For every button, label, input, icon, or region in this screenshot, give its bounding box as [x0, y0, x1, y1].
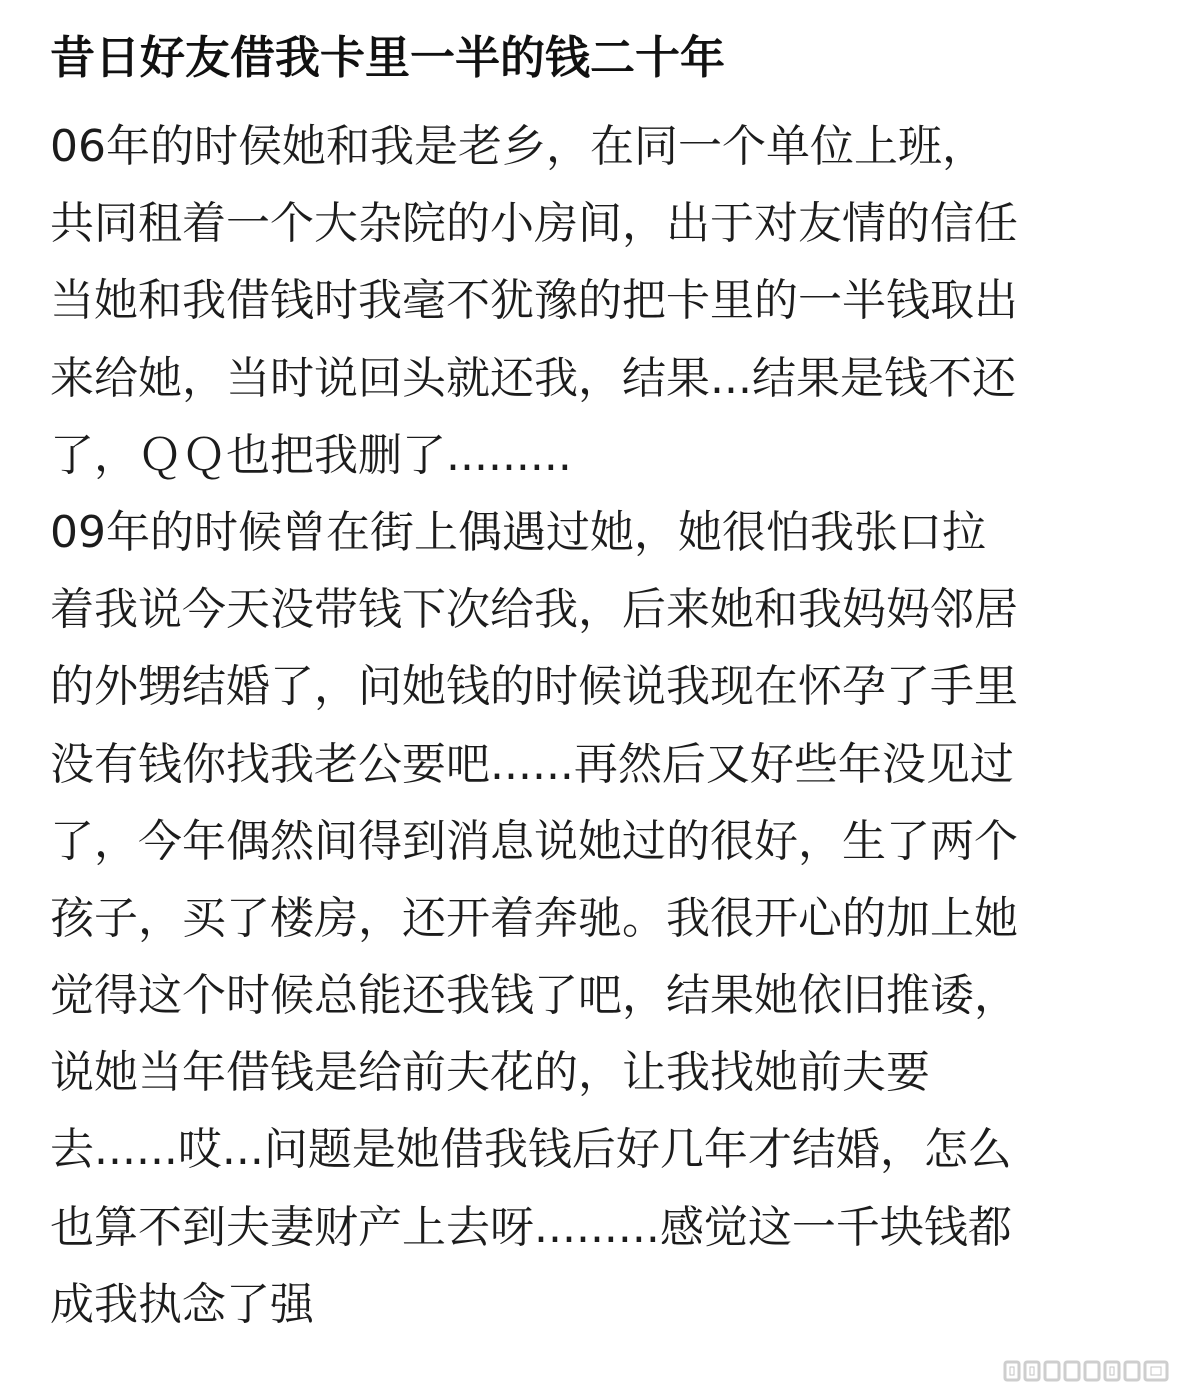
post-body-line: 09年的时候曾在街上偶遇过她，她很怕我张口拉 [50, 506, 986, 558]
post-body-line: 了，今年偶然间得到消息说她过的很好，生了两个 [50, 815, 1018, 867]
post-body-line: 没有钱你找我老公要吧......再然后又好些年没见过 [50, 738, 1014, 790]
post-body-line: 说她当年借钱是给前夫花的，让我找她前夫要 [50, 1047, 930, 1099]
post-body-line: 觉得这个时候总能还我钱了吧，结果她依旧推诿， [50, 970, 1018, 1022]
post-card [50, 22, 1140, 1343]
post-title: 昔日好友借我卡里一半的钱二十年 [50, 31, 726, 84]
post-body [50, 108, 1140, 1343]
post-body-line: 当她和我借钱时我毫不犹豫的把卡里的一半钱取出 [50, 275, 1018, 327]
post-body-line: 孩子，买了楼房，还开着奔驰。我很开心的加上她 [50, 892, 1018, 944]
post-body-line: 去......哎...问题是她借我钱后好几年才结婚，怎么 [50, 1124, 1012, 1176]
post-body-line: 了，ＱＱ也把我删了......... [50, 429, 572, 481]
post-body-line: 着我说今天没带钱下次给我，后来她和我妈妈邻居 [50, 584, 1018, 636]
watermark-glyphs [1003, 1359, 1171, 1383]
watermark-logo-icon [1001, 1358, 1171, 1384]
post-body-line: 也算不到夫妻财产上去呀.........感觉这一千块钱都 [50, 1201, 1012, 1253]
post-body-line: 的外甥结婚了，问她钱的时候说我现在怀孕了手里 [50, 661, 1018, 713]
post-body-line: 06年的时侯她和我是老乡，在同一个单位上班， [50, 121, 986, 172]
post-body-line: 来给她，当时说回头就还我，结果...结果是钱不还 [50, 352, 1016, 404]
post-body-line: 共同租着一个大杂院的小房间，出于对友情的信任 [50, 198, 1018, 250]
post-body-line: 成我执念了强 [50, 1278, 314, 1330]
